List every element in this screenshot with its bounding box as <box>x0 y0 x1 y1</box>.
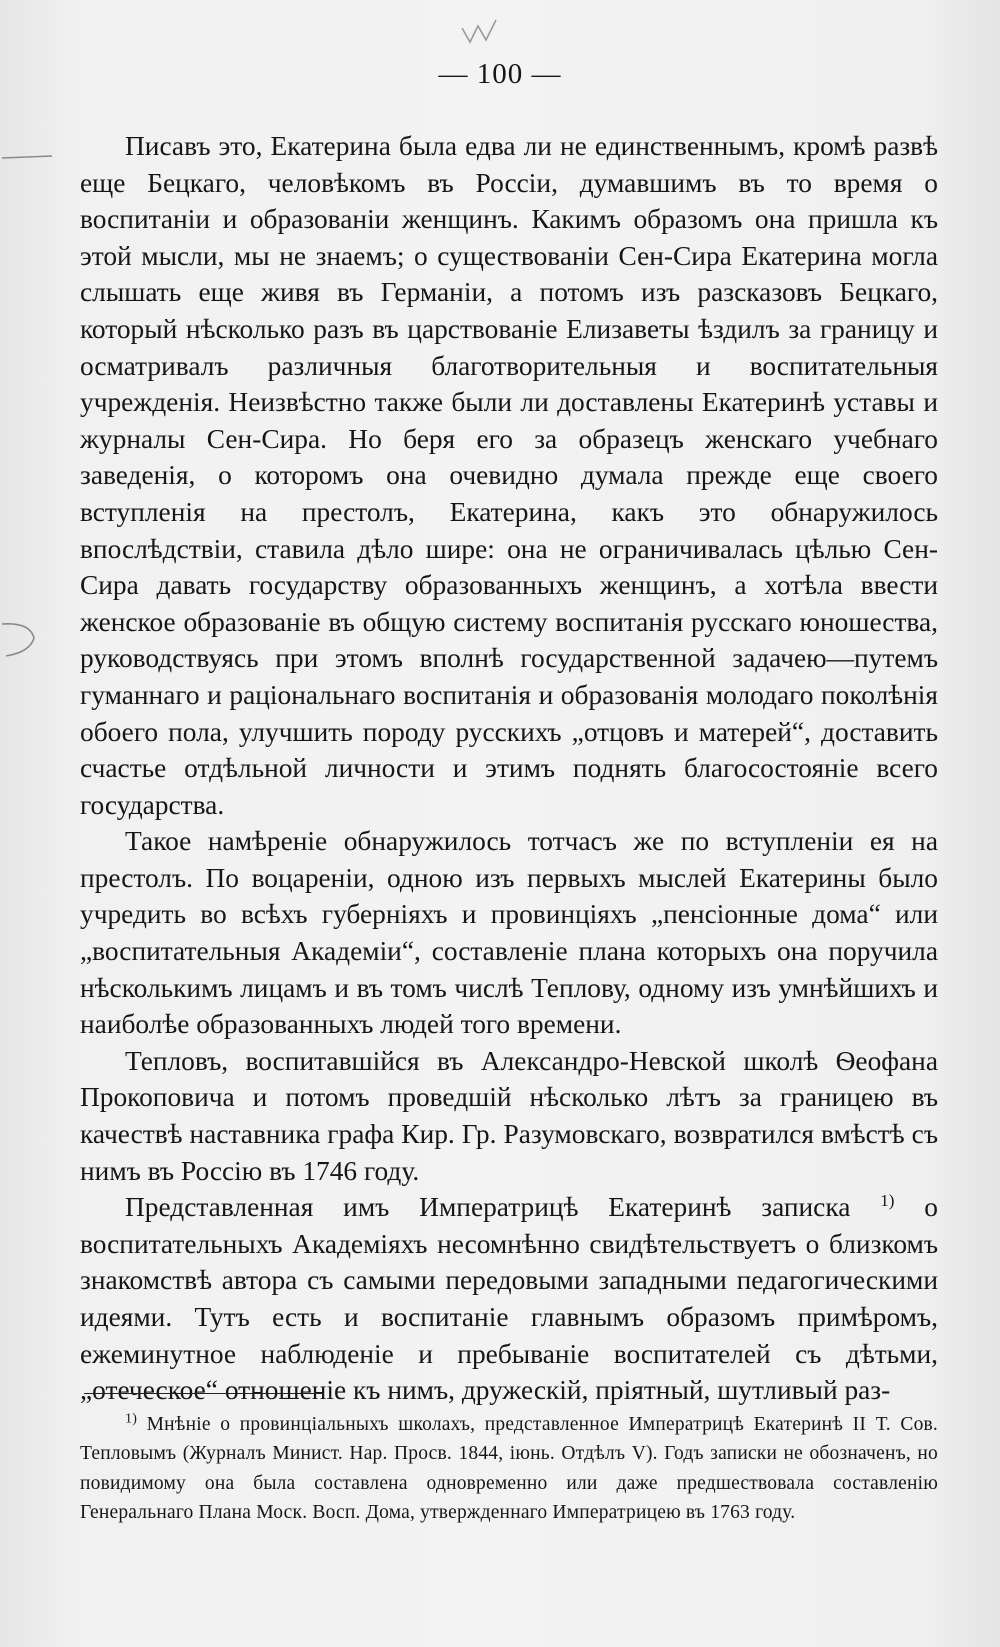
paragraph-3: Тепловъ, воспитавшiйся въ Александро-Невской школѣ Ѳеофана Прокоповича и потомъ проведшiй нѣсколько лѣтъ за границею въ качествѣ наставника графа Кир. Гр. Разумовскаго, возвратился вмѣстѣ съ нимъ въ Россiю въ 1746 году. <box>80 1045 938 1186</box>
footnote-mark: 1) <box>125 1411 138 1427</box>
page-number: — 100 — <box>438 58 562 90</box>
paragraph-1: Писавъ это, Екатерина была едва ли не единственнымъ, кромѣ развѣ еще Бецкаго, человѣкомъ въ Россiи, думавшимъ въ то время о воспитанiи и образованiи женщинъ. Какимъ образомъ она пришла къ этой мысли, мы не знаемъ; о существованiи Сен-Сира Екатерина могла слышать еще живя въ Германiи, а потомъ изъ разсказовъ Бецкаго, который нѣсколько разъ въ царствованiе Елизаветы ѣздилъ за границу и осматривалъ различныя благотворительныя и воспитательныя учрежденiя. Неизвѣстно также были ли доставлены Екатеринѣ уставы и журналы Сен-Сира. Но беря его за образецъ женскаго учебнаго заведенiя, о которомъ она очевидно думала прежде еще своего вступленiя на престолъ, Екатерина, какъ это обнаружилось впослѣдствiи, ставила дѣло шире: она не ограничивалась цѣлью Сен-Сира давать государству образованныхъ женщинъ, а хотѣла ввести женское образованiе въ общую систему воспитанiя русскаго юношества, руководствуясь при этомъ вполнѣ государственной задачею—путемъ гуманнаго и рацiональнаго воспитанiя и образованiя молодаго поколѣнiя обоего пола, улучшить породу русскихъ „отцовъ и матерей“, доставить счастье отдѣльной личности и этимъ поднять благосостоянiе всего государства. <box>80 131 938 820</box>
paragraph-4 <box>80 1189 938 1409</box>
margin-bracket-mark <box>0 618 46 658</box>
footnote-divider <box>84 1393 324 1394</box>
footnote <box>80 1410 938 1527</box>
paragraph-4-text: Представленная имъ Императрицѣ Екатеринѣ записка <box>125 1192 881 1223</box>
footnote-reference: 1) <box>880 1191 895 1211</box>
paragraph-4-continuation: о воспитательныхъ Академiяхъ несомнѣнно свидѣтельствуетъ о близкомъ знакомствѣ автора съ самыми передовыми западными педагогическими идеями. Тутъ есть и воспитанiе главнымъ образомъ примѣромъ, ежеминутное наблюденiе и пребыванiе воспитателей съ дѣтьми, „отеческое“ отношенiе къ нимъ, дружескiй, прiятный, шутливый раз- <box>80 1192 938 1406</box>
pencil-scribble-mark <box>458 14 508 48</box>
footnote-text: Мнѣнiе о провинцiальныхъ школахъ, представленное Императрицѣ Екатеринѣ II Т. Сов. Тепловымъ (Журналъ Минист. Нар. Просв. 1844, iюнь. Отдѣлъ V). Годъ записки не обозначенъ, но повидимому она была составлена одновременно или даже предшествовала составленiю Генеральнаго Плана Моск. Восп. Дома, утвержденнаго Императрицею въ 1763 году. <box>80 1414 938 1523</box>
margin-tick-mark <box>0 146 58 170</box>
paragraph-2: Такое намѣренiе обнаружилось тотчасъ же по вступленiи ея на престолъ. По воцаренiи, одною изъ первыхъ мыслей Екатерины было учредить во всѣхъ губернiяхъ и провинцiяхъ „пенсiонные дома“ или „воспитательныя Академiи“, составленiе плана которыхъ она поручила нѣсколькимъ лицамъ и въ томъ числѣ Теплову, одному изъ умнѣйшихъ и наиболѣе образованныхъ людей того времени. <box>80 826 939 1040</box>
main-text <box>80 128 938 1409</box>
